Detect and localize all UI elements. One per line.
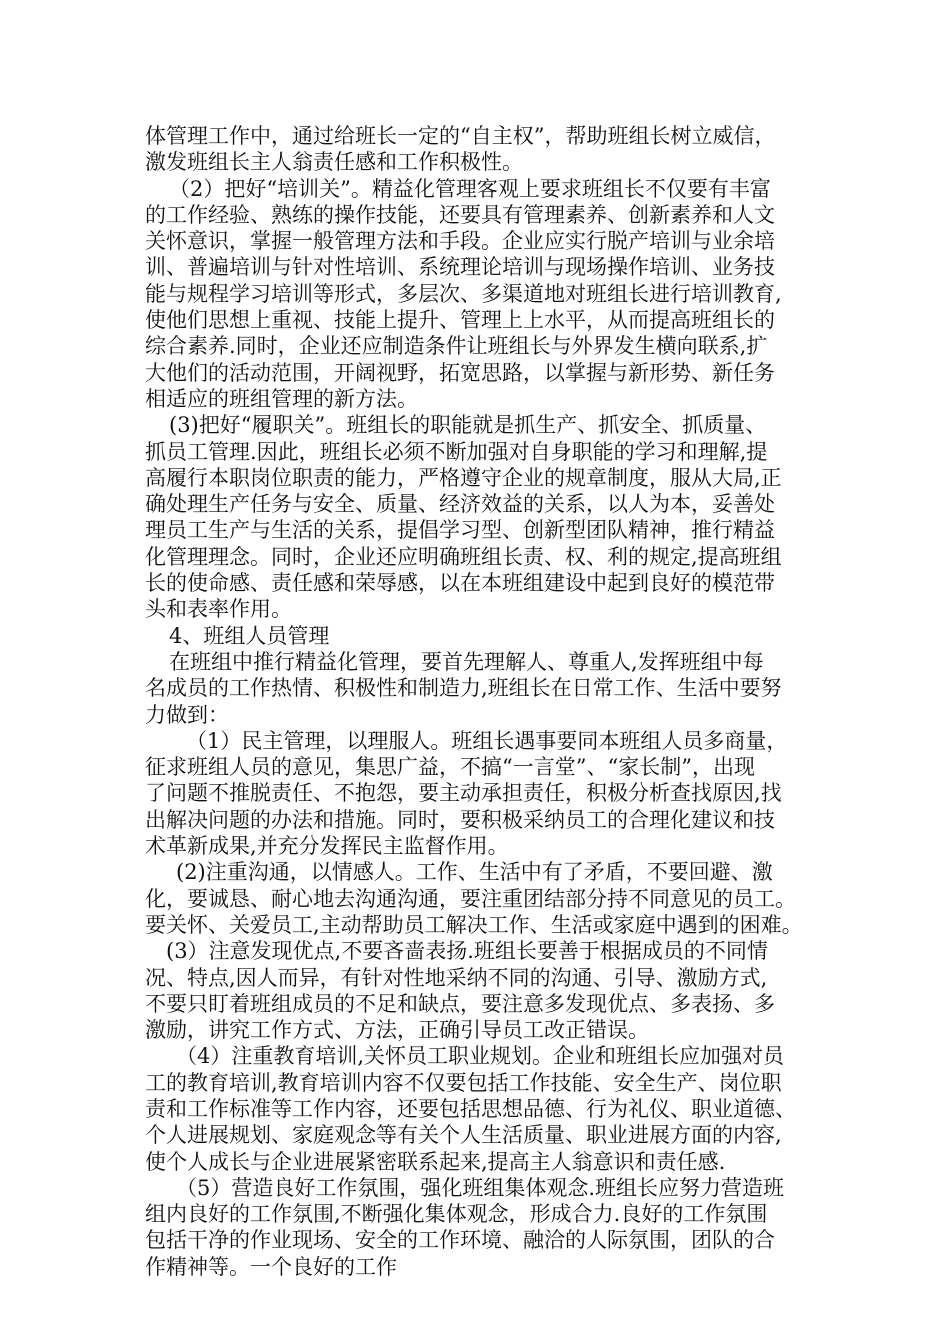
text-line: 使他们思想上重视、技能上提升、管理上上水平，从而提高班组长的	[145, 308, 775, 333]
text-line: 激励，讲究工作方式、方法，正确引导员工改正错误。	[145, 1018, 649, 1043]
text-line: 作精神等。一个良好的工作	[145, 1254, 397, 1279]
text-line: 化管理理念。同时，企业还应明确班组长责、权、利的规定,提高班组	[145, 544, 782, 569]
paragraph-2-start: （2）把好“培训关”。精益化管理客观上要求班组长不仅要有丰富	[169, 176, 771, 201]
text-line: 力做到：	[145, 702, 229, 727]
text-line: 激发班组长主人翁责任感和工作积极性。	[145, 150, 523, 175]
text-line: 关怀意识，掌握一般管理方法和手段。企业应实行脱产培训与业余培	[145, 229, 775, 254]
text-line: 头和表率作用。	[145, 597, 292, 622]
text-line: 了问题不推脱责任、不抱怨，要主动承担责任，积极分析查找原因,找	[145, 781, 782, 806]
text-line: 况、特点,因人而异，有针对性地采纳不同的沟通、引导、激励方式,	[145, 965, 768, 990]
text-line: 相适应的班组管理的新方法。	[145, 386, 418, 411]
section-heading: 4、班组人员管理	[169, 623, 330, 648]
paragraph-start: 在班组中推行精益化管理，要首先理解人、尊重人,发挥班组中每	[169, 649, 764, 674]
paragraph-3-start: (3)把好“履职关”。班组长的职能就是抓生产、抓安全、抓质量、	[169, 413, 767, 438]
text-line: 使个人成长与企业进展紧密联系起来,提高主人翁意识和责任感.	[145, 1149, 726, 1174]
text-line: 工的教育培训,教育培训内容不仅要包括工作技能、安全生产、岗位职	[145, 1070, 782, 1095]
text-line: 责和工作标准等工作内容，还要包括思想品德、行为礼仪、职业道德、	[145, 1096, 796, 1121]
text-line: 不要只盯着班组成员的不足和缺点，要注意多发现优点、多表扬、多	[145, 991, 775, 1016]
text-line: 训、普遍培训与针对性培训、系统理论培训与现场操作培训、业务技	[145, 255, 775, 280]
text-line: 理员工生产与生活的关系，提倡学习型、创新型团队精神，推行精益	[145, 518, 775, 543]
text-line: 组内良好的工作氛围,不断强化集体观念，形成合力.良好的工作氛围	[145, 1202, 768, 1227]
body-text	[145, 123, 825, 1280]
text-line: 出解决问题的办法和措施。同时，要积极采纳员工的合理化建议和技	[145, 807, 775, 832]
text-line: 确处理生产任务与安全、质量、经济效益的关系，以人为本，妥善处	[145, 492, 775, 517]
text-line: 长的使命感、责任感和荣辱感，以在本班组建设中起到良好的模范带	[145, 571, 775, 596]
list-item-4-start: （4）注重教育培训,关怀员工职业规划。企业和班组长应加强对员	[176, 1044, 785, 1069]
text-line: 要关怀、关爱员工,主动帮助员工解决工作、生活或家庭中遇到的困难。	[145, 912, 803, 937]
list-item-1-start: （1）民主管理，以理服人。班组长遇事要同本班组人员多商量，	[186, 728, 788, 753]
text-line: 个人进展规划、家庭观念等有关个人生活质量、职业进展方面的内容,	[145, 1123, 782, 1148]
list-item-3-start: (3）注意发现优点,不要吝啬表扬.班组长要善于根据成员的不同情	[166, 939, 768, 964]
list-item-5-start: （5）营造良好工作氛围，强化班组集体观念.班组长应努力营造班	[176, 1175, 785, 1200]
list-item-2-start: (2)注重沟通，以情感人。工作、生活中有了矛盾，不要回避、激	[176, 860, 773, 885]
text-line: 化，要诚恳、耐心地去沟通沟通，要注重团结部分持不同意见的员工。	[145, 886, 796, 911]
text-line: 征求班组人员的意见，集思广益，不搞“一言堂”、“家长制”，出现	[145, 755, 755, 780]
text-line: 名成员的工作热情、积极性和制造力,班组长在日常工作、生活中要努	[145, 676, 782, 701]
text-line: 体管理工作中，通过给班长一定的“自主权”，帮助班组长树立威信，	[145, 124, 776, 148]
text-line: 能与规程学习培训等形式，多层次、多渠道地对班组长进行培训教育,	[145, 281, 782, 306]
text-line: 综合素养.同时，企业还应制造条件让班组长与外界发生横向联系,扩	[145, 334, 768, 359]
text-line: 术革新成果,并充分发挥民主监督作用。	[145, 834, 509, 859]
text-line: 包括干净的作业现场、安全的工作环境、融洽的人际氛围，团队的合	[145, 1228, 775, 1253]
text-line: 大他们的活动范围，开阔视野，拓宽思路，以掌握与新形势、新任务	[145, 360, 775, 385]
text-line: 抓员工管理.因此，班组长必须不断加强对自身职能的学习和理解,提	[145, 439, 768, 464]
text-line: 高履行本职岗位职责的能力，严格遵守企业的规章制度，服从大局,正	[145, 465, 782, 490]
text-line: 的工作经验、熟练的操作技能，还要具有管理素养、创新素养和人文	[145, 202, 775, 227]
